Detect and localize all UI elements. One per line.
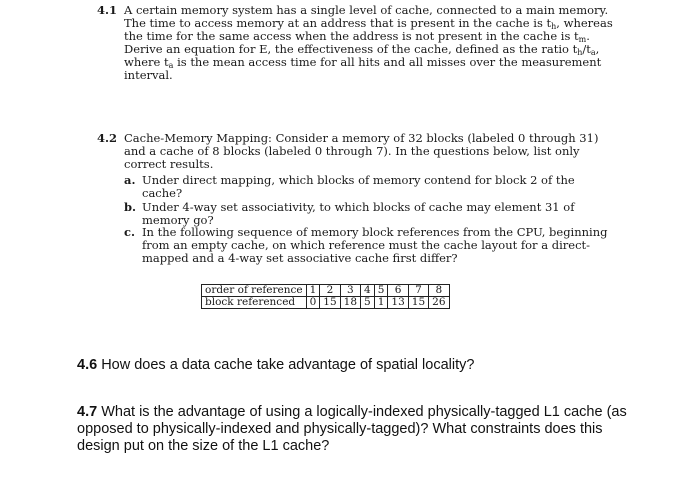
subquestion-c — [124, 225, 608, 268]
question-number: 4.6 — [77, 357, 98, 373]
question-text-line: and a cache of 8 blocks (labeled 0 through 7). In the questions below, list only — [124, 144, 580, 158]
table-cell: 15 — [320, 297, 340, 309]
subquestion-text-line: Under 4-way set associativity, to which blocks of cache may element 31 of — [142, 200, 575, 214]
table-cell: 0 — [306, 297, 320, 309]
question-text-line: 4.7 What is the advantage of using a logically-indexed physically-tagged L1 cache (as — [77, 404, 627, 420]
question-number: 4.1 — [97, 3, 118, 17]
question-number: 4.7 — [77, 404, 98, 420]
question-4-2 — [97, 131, 608, 317]
question-body — [124, 131, 608, 265]
question-text-line: 4.6 How does a data cache take advantage of spatial locality? — [77, 357, 475, 373]
question-text-line: the time for the same access when the address is not present in the cache is $t_m$. — [124, 29, 590, 44]
table-cell: 13 — [388, 297, 408, 309]
table-cell: 1 — [374, 297, 388, 309]
question-text-line: correct results. — [124, 157, 214, 171]
table-cell: 4 — [361, 285, 375, 297]
table-cell: 7 — [408, 285, 428, 297]
question-text-line: opposed to physically-indexed and physically-tagged)? What constraints does this — [77, 421, 603, 437]
table-row-header: order of reference — [202, 285, 307, 297]
question-body — [124, 4, 613, 82]
table-cell: 18 — [340, 297, 360, 309]
question-text-line: A certain memory system has a single level of cache, connected to a main memory. — [124, 3, 609, 17]
table-cell: 26 — [429, 297, 449, 309]
table-cell: 15 — [408, 297, 428, 309]
table-cell: 2 — [320, 285, 340, 297]
subquestion-text-line: cache? — [142, 186, 183, 200]
question-number: 4.2 — [97, 131, 118, 145]
question-4-7 — [77, 404, 677, 464]
table-cell: 1 — [306, 285, 320, 297]
question-text-line: where $t_a$ is the mean access time for all hits and all misses over the measurement — [124, 55, 602, 70]
question-text-line: Cache-Memory Mapping: Consider a memory of 32 blocks (labeled 0 through 31) — [124, 131, 599, 145]
question-4-6 — [77, 357, 677, 377]
question-text-line: interval. — [124, 68, 173, 82]
table-cell: 5 — [374, 285, 388, 297]
table-row — [202, 297, 450, 309]
table-row-header: block referenced — [202, 297, 307, 309]
question-text-line: Derive an equation for E, the effectiveness of the cache, defined as the ratio $t_h/t_a$, — [124, 42, 600, 57]
subquestion-label: b. — [124, 200, 137, 214]
table-cell: 8 — [429, 285, 449, 297]
subquestion-text-line: memory go? — [142, 213, 214, 227]
subquestion-label: a. — [124, 173, 136, 187]
table-cell: 6 — [388, 285, 408, 297]
table-cell: 3 — [340, 285, 360, 297]
subquestion-text-line: In the following sequence of memory block references from the CPU, beginning — [142, 225, 608, 239]
question-4-1 — [97, 3, 613, 100]
question-text-line: design put on the size of the L1 cache? — [77, 438, 330, 454]
subquestion-a — [124, 174, 594, 202]
subquestion-text-line: Under direct mapping, which blocks of memory contend for block 2 of the — [142, 173, 575, 187]
question-text-line: The time to access memory at an address that is present in the cache is $t_h$, whereas — [124, 16, 613, 31]
subquestion-label: c. — [124, 225, 136, 239]
table-cell: 5 — [361, 297, 375, 309]
subquestion-text-line: mapped and a 4-way set associative cache first differ? — [142, 251, 458, 265]
subquestion-text-line: from an empty cache, on which reference must the cache layout for a direct- — [142, 238, 591, 252]
reference-table — [201, 284, 450, 309]
table-row — [202, 285, 450, 297]
